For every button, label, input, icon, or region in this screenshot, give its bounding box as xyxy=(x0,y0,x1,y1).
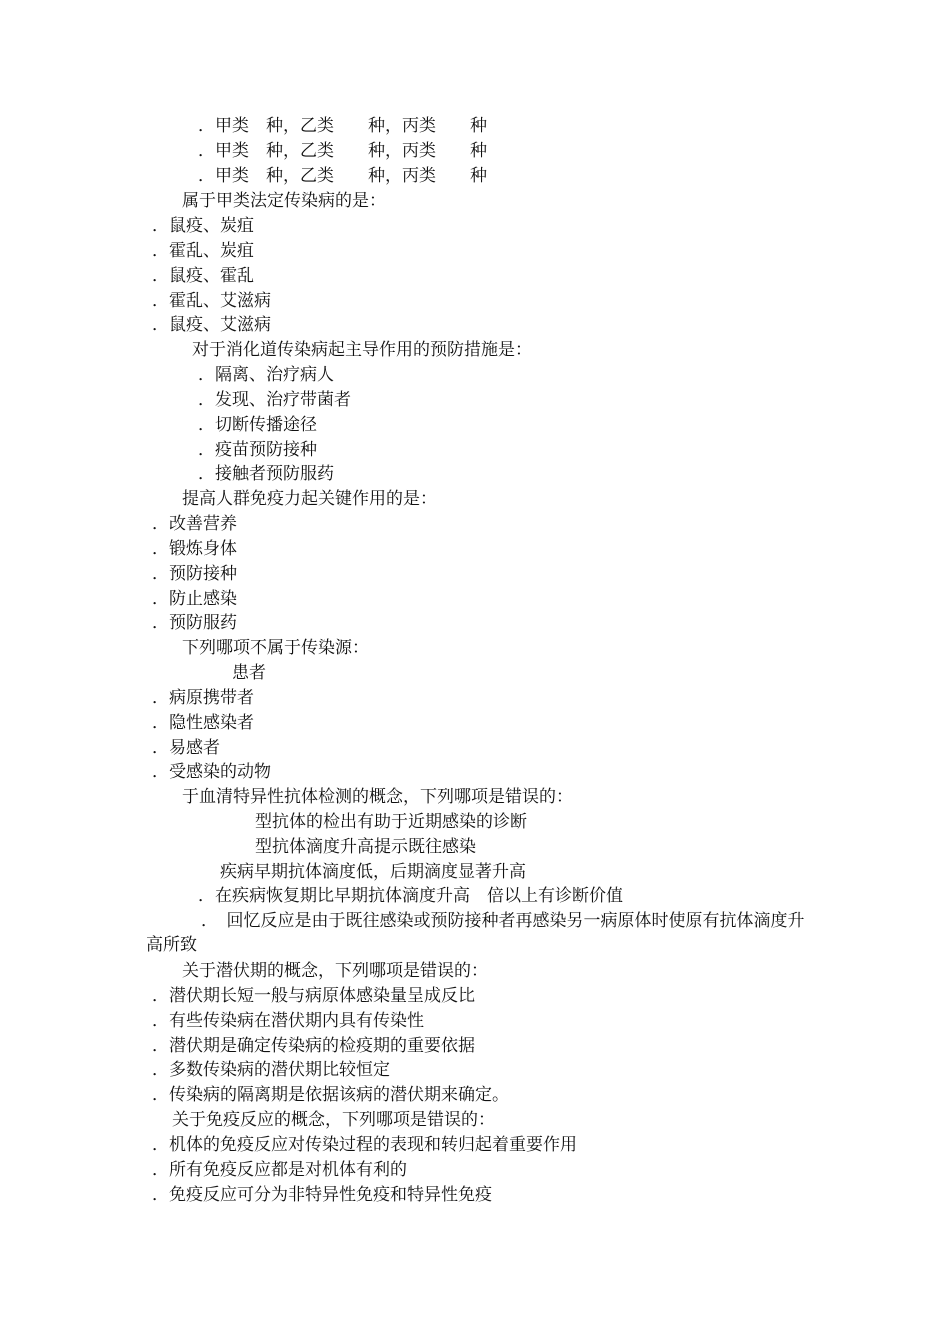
option-line: 型抗体滴度升高提示既往感染 xyxy=(255,837,476,857)
option-line: ．机体的免疫反应对传染过程的表现和转归起着重要作用 xyxy=(152,1135,577,1155)
option-line: ．所有免疫反应都是对机体有利的 xyxy=(152,1160,407,1180)
option-line: ．切断传播途径 xyxy=(198,415,317,435)
option-line-wrapped: ． 回忆反应是由于既往感染或预防接种者再感染另一病原体时使原有抗体滴度升高所致 xyxy=(146,911,805,955)
option-line: ．多数传染病的潜伏期比较恒定 xyxy=(152,1060,390,1080)
option-line: ．锻炼身体 xyxy=(152,539,237,559)
option-line: ．易感者 xyxy=(152,738,220,758)
question-line: 下列哪项不属于传染源： xyxy=(182,638,369,658)
question-line: 对于消化道传染病起主导作用的预防措施是： xyxy=(192,340,532,360)
option-line: ．霍乱、炭疽 xyxy=(152,241,254,261)
option-line: ．隔离、治疗病人 xyxy=(198,365,334,385)
option-line: ．有些传染病在潜伏期内具有传染性 xyxy=(152,1011,424,1031)
option-line: ．预防服药 xyxy=(152,613,237,633)
option-line: ．鼠疫、艾滋病 xyxy=(152,315,271,335)
option-line: ．鼠疫、霍乱 xyxy=(152,266,254,286)
option-line: 患者 xyxy=(232,663,266,683)
question-line: 关于潜伏期的概念，下列哪项是错误的： xyxy=(182,961,488,981)
option-line: ．免疫反应可分为非特异性免疫和特异性免疫 xyxy=(152,1185,492,1205)
option-line: ．潜伏期长短一般与病原体感染量呈成反比 xyxy=(152,986,475,1006)
question-line: 关于免疫反应的概念，下列哪项是错误的： xyxy=(172,1110,495,1130)
option-line: ．受感染的动物 xyxy=(152,762,271,782)
question-line: 于血清特异性抗体检测的概念，下列哪项是错误的： xyxy=(182,787,573,807)
option-line: ．病原携带者 xyxy=(152,688,254,708)
question-line: 提高人群免疫力起关键作用的是： xyxy=(182,489,437,509)
question-line: 属于甲类法定传染病的是： xyxy=(182,191,386,211)
option-line: ．隐性感染者 xyxy=(152,713,254,733)
option-line: 型抗体的检出有助于近期感染的诊断 xyxy=(255,812,527,832)
option-line: 疾病早期抗体滴度低，后期滴度显著升高 xyxy=(220,862,526,882)
option-line: ．防止感染 xyxy=(152,589,237,609)
option-line: ．甲类 种，乙类 种，丙类 种 xyxy=(198,141,487,161)
option-line: ．潜伏期是确定传染病的检疫期的重要依据 xyxy=(152,1036,475,1056)
option-line: ．甲类 种，乙类 种，丙类 种 xyxy=(198,116,487,136)
option-line: ．改善营养 xyxy=(152,514,237,534)
option-line: ．发现、治疗带菌者 xyxy=(198,390,351,410)
option-line: ．鼠疫、炭疽 xyxy=(152,216,254,236)
option-line: ．接触者预防服药 xyxy=(198,464,334,484)
option-line: ．预防接种 xyxy=(152,564,237,584)
option-line: ．甲类 种，乙类 种，丙类 种 xyxy=(198,166,487,186)
option-line: ．疫苗预防接种 xyxy=(198,440,317,460)
option-line: ．传染病的隔离期是依据该病的潜伏期来确定。 xyxy=(152,1085,509,1105)
option-line: ．霍乱、艾滋病 xyxy=(152,291,271,311)
option-line: ．在疾病恢复期比早期抗体滴度升高 倍以上有诊断价值 xyxy=(198,886,623,906)
